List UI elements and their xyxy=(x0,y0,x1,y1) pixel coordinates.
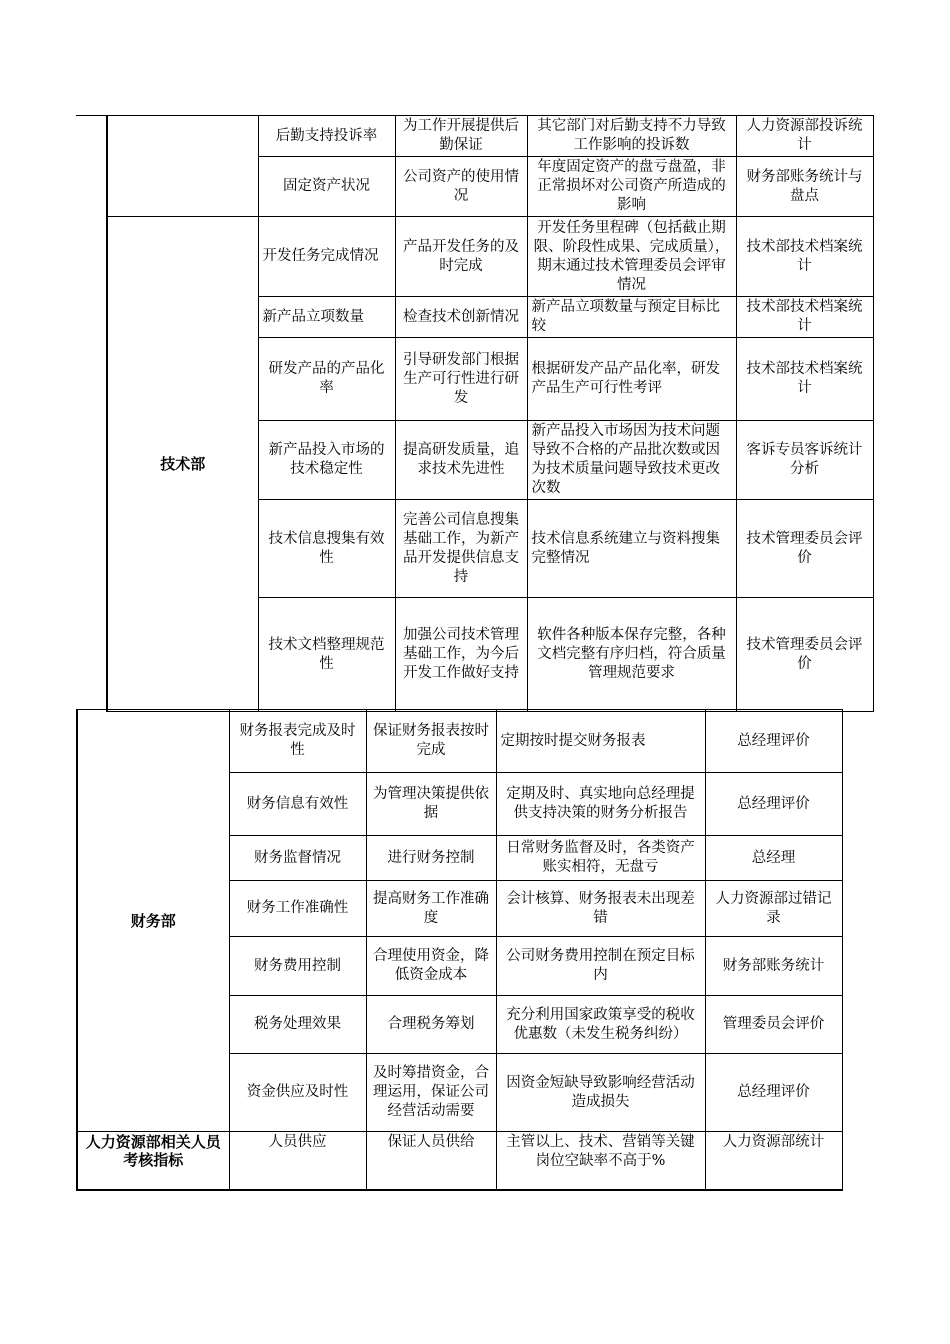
kpi-table-lower xyxy=(76,709,843,1191)
indicator-name: 开发任务完成情况 xyxy=(258,217,395,297)
indicator-source: 技术部技术档案统计 xyxy=(736,217,873,297)
dept-label-hr: 人力资源部相关人员考核指标 xyxy=(77,1132,229,1190)
dept-label-finance: 财务部 xyxy=(77,710,229,1132)
indicator-name: 财务信息有效性 xyxy=(229,773,366,836)
indicator-purpose: 为工作开展提供后勤保证 xyxy=(395,116,527,157)
indicator-source: 财务部账务统计与盘点 xyxy=(736,157,873,217)
indicator-source: 人力资源部统计 xyxy=(705,1132,842,1190)
indicator-standard: 定期及时、真实地向总经理提供支持决策的财务分析报告 xyxy=(496,773,705,836)
indicator-source: 财务部账务统计 xyxy=(705,937,842,996)
table-row xyxy=(77,710,842,773)
indicator-standard: 软件各种版本保存完整，各种文档完整有序归档，符合质量管理规范要求 xyxy=(527,598,736,712)
indicator-source: 技术管理委员会评价 xyxy=(736,598,873,712)
indicator-purpose: 合理税务筹划 xyxy=(366,996,496,1054)
indicator-source: 管理委员会评价 xyxy=(705,996,842,1054)
indicator-standard: 根据研发产品产品化率，研发产品生产可行性考评 xyxy=(527,338,736,421)
indicator-purpose: 公司资产的使用情况 xyxy=(395,157,527,217)
indicator-name: 税务处理效果 xyxy=(229,996,366,1054)
indicator-source: 人力资源部过错记录 xyxy=(705,881,842,937)
indicator-purpose: 引导研发部门根据生产可行性进行研发 xyxy=(395,338,527,421)
indicator-standard: 技术信息系统建立与资料搜集完整情况 xyxy=(527,500,736,598)
indicator-source: 技术管理委员会评价 xyxy=(736,500,873,598)
indicator-source: 总经理 xyxy=(705,836,842,881)
indicator-purpose: 及时筹措资金，合理运用，保证公司经营活动需要 xyxy=(366,1054,496,1132)
indicator-source: 人力资源部投诉统计 xyxy=(736,116,873,157)
indicator-name: 技术文档整理规范性 xyxy=(258,598,395,712)
indicator-name: 资金供应及时性 xyxy=(229,1054,366,1132)
table-row xyxy=(107,217,873,297)
indicator-name: 财务费用控制 xyxy=(229,937,366,996)
indicator-purpose: 保证人员供给 xyxy=(366,1132,496,1190)
indicator-standard: 公司财务费用控制在预定目标内 xyxy=(496,937,705,996)
indicator-source: 总经理评价 xyxy=(705,773,842,836)
dept-cell-blank xyxy=(107,116,258,217)
indicator-name: 研发产品的产品化率 xyxy=(258,338,395,421)
dept-label-tech: 技术部 xyxy=(107,217,258,712)
indicator-source: 总经理评价 xyxy=(705,710,842,773)
indicator-standard: 年度固定资产的盘亏盘盈，非正常损坏对公司资产所造成的影响 xyxy=(527,157,736,217)
table-row xyxy=(77,1132,842,1190)
indicator-standard: 主管以上、技术、营销等关键岗位空缺率不高于% xyxy=(496,1132,705,1190)
indicator-purpose: 完善公司信息搜集基础工作，为新产品开发提供信息支持 xyxy=(395,500,527,598)
indicator-standard: 定期按时提交财务报表 xyxy=(496,710,705,773)
indicator-name: 固定资产状况 xyxy=(258,157,395,217)
indicator-standard: 新产品投入市场因为技术问题导致不合格的产品批次数或因为技术质量问题导致技术更改次数 xyxy=(527,421,736,500)
indicator-purpose: 保证财务报表按时完成 xyxy=(366,710,496,773)
indicator-name: 后勤支持投诉率 xyxy=(258,116,395,157)
indicator-standard: 日常财务监督及时，各类资产账实相符，无盘亏 xyxy=(496,836,705,881)
indicator-source: 技术部技术档案统计 xyxy=(736,338,873,421)
indicator-source: 客诉专员客诉统计分析 xyxy=(736,421,873,500)
indicator-purpose: 加强公司技术管理基础工作，为今后开发工作做好支持 xyxy=(395,598,527,712)
indicator-purpose: 检查技术创新情况 xyxy=(395,297,527,338)
indicator-name: 财务监督情况 xyxy=(229,836,366,881)
indicator-name: 技术信息搜集有效性 xyxy=(258,500,395,598)
indicator-purpose: 为管理决策提供依据 xyxy=(366,773,496,836)
indicator-purpose: 合理使用资金，降低资金成本 xyxy=(366,937,496,996)
indicator-purpose: 提高研发质量，追求技术先进性 xyxy=(395,421,527,500)
indicator-standard: 充分利用国家政策享受的税收优惠数（未发生税务纠纷） xyxy=(496,996,705,1054)
indicator-name: 人员供应 xyxy=(229,1132,366,1190)
indicator-purpose: 提高财务工作准确度 xyxy=(366,881,496,937)
indicator-name: 财务报表完成及时性 xyxy=(229,710,366,773)
indicator-purpose: 进行财务控制 xyxy=(366,836,496,881)
indicator-standard: 开发任务里程碑（包括截止期限、阶段性成果、完成质量），期末通过技术管理委员会评审情况 xyxy=(527,217,736,297)
kpi-table-upper xyxy=(106,115,874,712)
indicator-standard: 会计核算、财务报表未出现差错 xyxy=(496,881,705,937)
indicator-source: 总经理评价 xyxy=(705,1054,842,1132)
indicator-standard: 其它部门对后勤支持不力导致工作影响的投诉数 xyxy=(527,116,736,157)
indicator-name: 新产品立项数量 xyxy=(258,297,395,338)
indicator-name: 新产品投入市场的技术稳定性 xyxy=(258,421,395,500)
indicator-name: 财务工作准确性 xyxy=(229,881,366,937)
indicator-standard: 因资金短缺导致影响经营活动造成损失 xyxy=(496,1054,705,1132)
indicator-standard: 新产品立项数量与预定目标比较 xyxy=(527,297,736,338)
table-top-left-rule xyxy=(76,115,106,116)
indicator-source: 技术部技术档案统计 xyxy=(736,297,873,338)
indicator-purpose: 产品开发任务的及时完成 xyxy=(395,217,527,297)
table-row xyxy=(107,116,873,157)
